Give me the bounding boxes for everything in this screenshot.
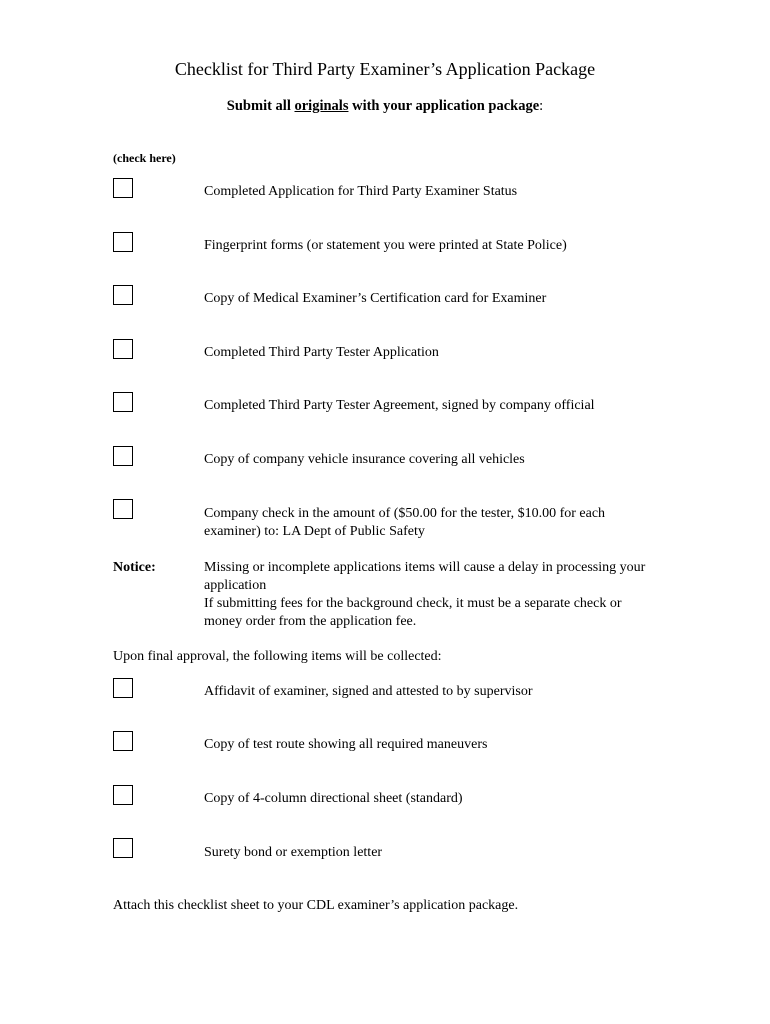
footer-instruction: Attach this checklist sheet to your CDL examiner’s application package. (113, 898, 519, 913)
check-here-label: (check here) (113, 151, 176, 165)
item-label-tester-agreement: Completed Third Party Tester Agreement, signed by company official (204, 398, 595, 413)
checkbox-directional-sheet[interactable] (113, 785, 133, 805)
checkbox-application[interactable] (113, 178, 133, 198)
final-item-label-directional-sheet: Copy of 4-column directional sheet (standard) (204, 791, 463, 806)
notice-line-1: Missing or incomplete applications items will cause a delay in processing your application (204, 560, 646, 593)
subtitle-emphasis: originals (294, 98, 349, 114)
checkbox-insurance[interactable] (113, 446, 133, 466)
item-label-fingerprint: Fingerprint forms (or statement you were printed at State Police) (204, 238, 567, 253)
checkbox-medical-card[interactable] (113, 285, 133, 305)
checkbox-company-check[interactable] (113, 499, 133, 519)
item-label-application: Completed Application for Third Party Examiner Status (204, 184, 518, 199)
checkbox-fingerprint[interactable] (113, 232, 133, 252)
subtitle-suffix: with your application package (348, 98, 540, 114)
final-item-label-surety-bond: Surety bond or exemption letter (204, 845, 383, 860)
checkbox-test-route[interactable] (113, 731, 133, 751)
subtitle-prefix: Submit all (226, 98, 295, 114)
page-subtitle (0, 97, 770, 115)
final-approval-heading: Upon final approval, the following items will be collected: (113, 649, 442, 664)
final-item-label-test-route: Copy of test route showing all required maneuvers (204, 737, 488, 752)
item-label-medical-card: Copy of Medical Examiner’s Certification card for Examiner (204, 291, 547, 306)
notice-label: Notice: (113, 560, 156, 575)
final-item-label-affidavit: Affidavit of examiner, signed and attested to by supervisor (204, 684, 533, 699)
item-label-tester-application: Completed Third Party Tester Application (204, 345, 439, 360)
notice-line-2: If submitting fees for the background check, it must be a separate check or money order from the application fee. (204, 596, 622, 629)
checkbox-affidavit[interactable] (113, 678, 133, 698)
page-title: Checklist for Third Party Examiner’s Application Package (174, 59, 596, 79)
item-label-company-check: Company check in the amount of ($50.00 for the tester, $10.00 for each examiner) to: LA Dept of Public Safety (204, 506, 606, 539)
subtitle-colon: : (539, 98, 544, 114)
checkbox-tester-application[interactable] (113, 339, 133, 359)
item-label-insurance: Copy of company vehicle insurance covering all vehicles (204, 452, 525, 467)
notice-text (204, 559, 674, 631)
checkbox-surety-bond[interactable] (113, 838, 133, 858)
checkbox-tester-agreement[interactable] (113, 392, 133, 412)
